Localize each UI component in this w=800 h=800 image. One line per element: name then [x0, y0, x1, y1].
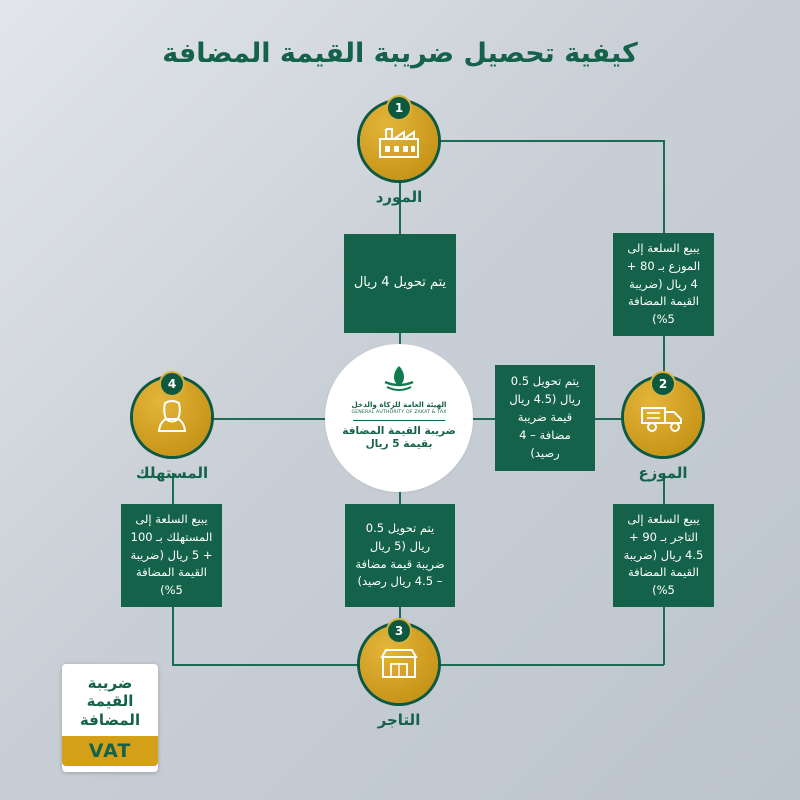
- connector-supplier-right: [412, 140, 664, 142]
- distributor-label: الموزع: [638, 464, 688, 482]
- connector-consumer-box-down: [172, 607, 174, 665]
- vat-logo-line3: المضافة: [79, 710, 141, 729]
- box-distributor-transfer: يتم تحويل 0.5 ريال (4.5 ريال قيمة ضريبة مضافة – 4 رصيد): [495, 365, 595, 471]
- connector-box-retailer-right: [663, 607, 665, 665]
- retailer-label: التاجر: [377, 711, 421, 729]
- consumer-circle[interactable]: [133, 378, 211, 456]
- connector-supplier-down: [663, 140, 665, 236]
- vat-logo-line2: القيمة: [86, 692, 134, 711]
- connector-box1-node2: [663, 335, 665, 375]
- gazt-emblem: [328, 347, 470, 489]
- center-vat-line1: ضريبة القيمة المضافة: [342, 425, 456, 437]
- connector-retailer-right-h: [412, 664, 664, 666]
- truck-icon: [639, 400, 687, 434]
- emblem-arabic-name: الهيئة العامة للزكاة والدخل: [351, 400, 447, 409]
- vat-logo-abbr: VAT: [88, 739, 132, 762]
- palm-swords-icon: [379, 363, 419, 397]
- box-retailer-to-consumer: يبيع السلعة إلى المستهلك بـ 100 + 5 ريال (ضريبة القيمة المضافة 5%): [121, 504, 222, 607]
- box-distributor-to-retailer: يبيع السلعة إلى التاجر بـ 90 + 4.5 ريال (ضريبة القيمة المضافة 5%): [613, 504, 714, 607]
- supplier-label: المورد: [375, 188, 423, 206]
- distributor-step-badge: 2: [650, 371, 676, 397]
- connector-center-left: [211, 418, 329, 420]
- emblem-english-name: GENERAL AUTHORITY OF ZAKAT & TAX: [351, 410, 447, 415]
- consumer-label: المستهلك: [135, 464, 209, 482]
- page-title: كيفية تحصيل ضريبة القيمة المضافة: [162, 38, 638, 69]
- person-icon: [152, 397, 192, 437]
- factory-icon: [376, 121, 422, 161]
- box-supplier-transfer: يتم تحويل 4 ريال: [344, 234, 456, 333]
- connector-box-node2: [594, 418, 624, 420]
- supplier-step-badge: 1: [386, 95, 412, 121]
- connector-center-right: [470, 418, 498, 420]
- consumer-step-badge: 4: [159, 371, 185, 397]
- emblem-divider: [353, 420, 445, 421]
- distributor-circle[interactable]: [624, 378, 702, 456]
- box-supplier-to-distributor: يبيع السلعة إلى الموزع بـ 80 + 4 ريال (ضريبة القيمة المضافة 5%): [613, 233, 714, 336]
- center-vat-line2: بقيمة 5 ريال: [365, 438, 433, 450]
- supplier-circle[interactable]: [360, 102, 438, 180]
- retailer-circle[interactable]: [360, 625, 438, 703]
- vat-logo-line1: ضريبة: [87, 674, 133, 692]
- store-icon: [377, 645, 421, 683]
- retailer-step-badge: 3: [386, 618, 412, 644]
- vat-logo-bar: [62, 736, 158, 766]
- connector-retailer-left-h: [172, 664, 362, 666]
- box-retailer-transfer: يتم تحويل 0.5 ريال (5 ريال ضريبة قيمة مضافة – 4.5 ريال رصيد): [345, 504, 455, 607]
- vat-logo: [62, 664, 158, 772]
